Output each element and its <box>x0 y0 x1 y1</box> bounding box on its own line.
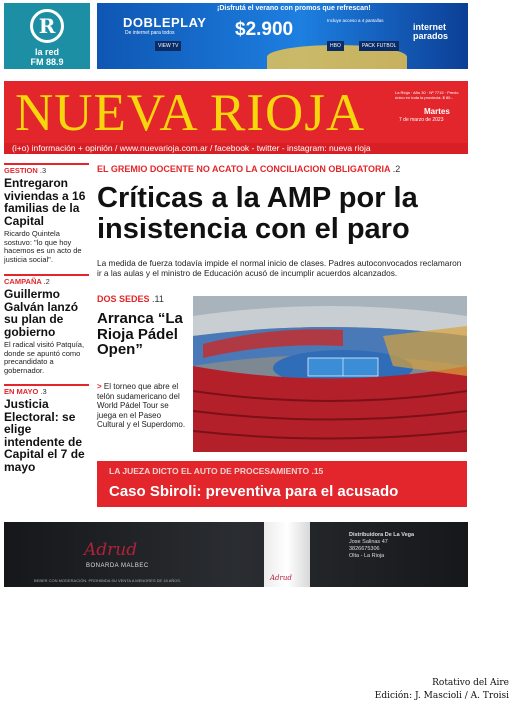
edition-weekday: Martes <box>424 107 450 116</box>
radio-logo-name: la red FM 88.9 <box>30 47 64 67</box>
phone-text: 3826675306 <box>349 546 380 552</box>
padel-body: > El torneo que abre el telón sudamericano del World Pádel Tour se juega en el Paseo Cultural y el Superdomo. <box>97 382 186 429</box>
ad-tag-hbo: HBO <box>327 41 344 51</box>
section-label: GESTION .3 <box>4 163 89 175</box>
red-box-story[interactable] <box>97 461 467 507</box>
edition-info: La Rioja · Año 30 · Nº 7715 · Precio único en toda la provincia: $ 80.- <box>395 90 459 100</box>
distributor-info: Distribuidora De La Vega Jose Salinas 47 3826675306 Olta - La Rioja <box>349 532 415 559</box>
ad-internet-logo: internet parados <box>413 22 449 41</box>
wine-logo: Adrud <box>84 540 138 560</box>
arrow-icon: > <box>97 382 102 391</box>
edition-date: 7 de marzo de 2023 <box>399 117 444 123</box>
brief-headline: Entregaron viviendas a 16 familias de la Capital <box>4 176 86 228</box>
section-label: CAMPAÑA .2 <box>4 274 89 286</box>
main-headline[interactable]: Críticas a la AMP por la insistencia con el paro <box>97 182 418 245</box>
ad-includes: Incluye acceso a 4 pantallas <box>327 18 384 23</box>
ad-slogan: ¡Disfrutá el verano con promos que refrescan! <box>217 5 371 12</box>
brief-en-mayo[interactable] <box>4 384 89 473</box>
red-box-kicker: LA JUEZA DICTO EL AUTO DE PROCESAMIENTO .15 <box>109 466 324 476</box>
main-dek: La medida de fuerza todavía impide el normal inicio de clases. Padres autoconvocados reclamaron ir a las aulas y el ministro de Educación acusó de incumplir acuerdos alcanzados. <box>97 258 462 278</box>
ad-subtitle: De internet para todos <box>125 30 175 36</box>
masthead <box>4 81 468 154</box>
radio-logo-mark: R <box>30 9 64 43</box>
ad-tag-viewtv: VIEW TV <box>155 41 181 51</box>
brief-body: Ricardo Quintela sostuvo: "lo que hoy hacemos es un acto de justicia social". <box>4 229 82 264</box>
bottom-advertisement[interactable] <box>4 522 468 587</box>
credits-line-2: Edición: J. Mascioli / A. Troisi <box>374 691 509 701</box>
stadium-photo <box>193 296 467 452</box>
newspaper-title: NUEVA RIOJA <box>15 84 366 142</box>
brief-body: El radical visitó Patquía, donde se apuntó como precandidato a gobernador. <box>4 340 85 375</box>
ad-legal-text: BEBER CON MODERACIÓN. PROHIBIDA SU VENTA A MENORES DE 18 AÑOS. <box>34 578 182 583</box>
ad-price: $2.900 <box>235 19 294 40</box>
red-box-headline: Caso Sbiroli: preventiva para el acusado <box>109 483 399 500</box>
brief-headline: Guillermo Galván lanzó su plan de gobierno <box>4 287 79 339</box>
ad-tag-futbol: PACK FUTBOL <box>359 41 399 51</box>
main-kicker: EL GREMIO DOCENTE NO ACATO LA CONCILIACION OBLIGATORIA .2 <box>97 164 401 174</box>
bottle-label: Adrud <box>270 574 292 582</box>
left-column <box>4 163 89 473</box>
credits-line-1: Rotativo del Aire <box>432 678 509 688</box>
radio-logo[interactable] <box>4 3 90 69</box>
stadium-photo-graphic <box>193 296 467 452</box>
wine-varietal: BONARDA MALBEC <box>86 563 149 569</box>
padel-headline[interactable]: Arranca “La Rioja Pádel Open” <box>97 310 183 358</box>
brief-campana[interactable] <box>4 274 89 375</box>
page-credits <box>375 677 509 703</box>
brief-gestion[interactable] <box>4 163 89 264</box>
padel-section-label: DOS SEDES .11 <box>97 294 164 304</box>
brief-headline: Justicia Electoral: se elige intendente de Capital el 7 de mayo <box>4 397 85 474</box>
ad-brand: DOBLEPLAY <box>123 15 207 30</box>
top-advertisement[interactable] <box>97 3 468 69</box>
masthead-links-bar[interactable]: (i+o) información + opinión / www.nuevarioja.com.ar / facebook - twitter - instagram: nueva rioja <box>4 143 468 154</box>
section-label: EN MAYO .3 <box>4 384 89 396</box>
wine-bottle-image <box>264 522 310 587</box>
